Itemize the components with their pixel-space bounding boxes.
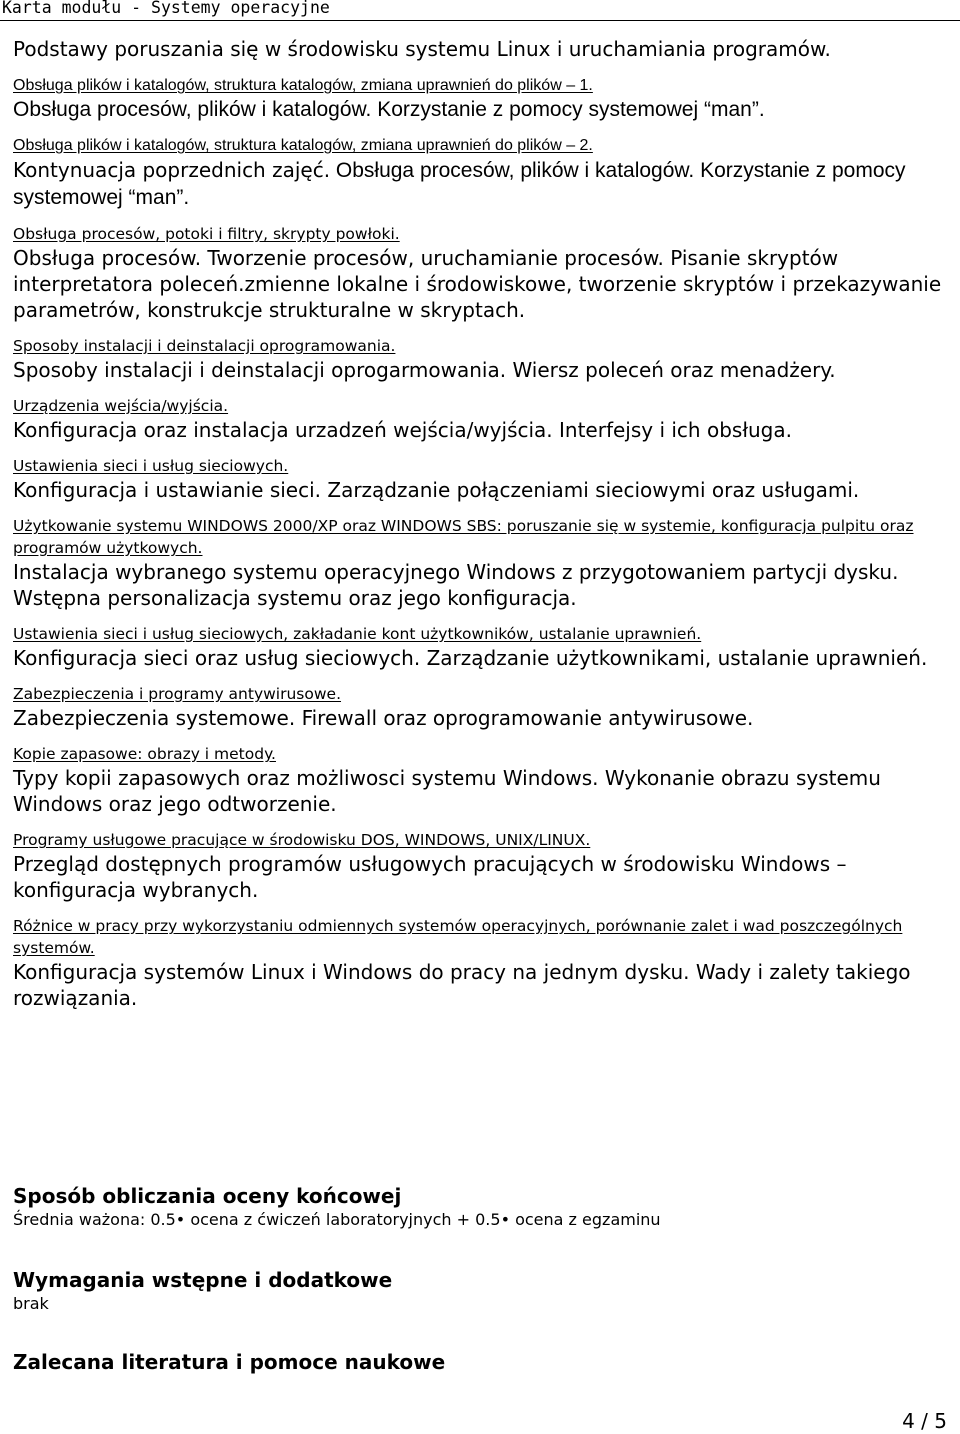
page-header	[0, 0, 960, 21]
course-topics	[13, 36, 943, 1023]
topic-item	[13, 623, 943, 671]
topic-description: Przegląd dostępnych programów usługowych pracujących w środowisku Windows – konfiguracja wybranych.	[13, 852, 847, 902]
topic-description: Instalacja wybranego systemu operacyjnego Windows z przygotowaniem partycji dysku. Wstępna personalizacja systemu oraz jego konfiguracja.	[13, 560, 899, 610]
topic-title: Obsługa plików i katalogów, struktura katalogów, zmiana uprawnień do plików – 1.	[13, 77, 593, 94]
topic-description: Konfiguracja i ustawianie sieci. Zarządzanie połączeniami sieciowymi oraz usługami.	[13, 478, 860, 502]
topic-title: Zabezpieczenia i programy antywirusowe.	[13, 685, 342, 703]
topic-description: Konfiguracja oraz instalacja urzadzeń wejścia/wyjścia. Interfejsy i ich obsługa.	[13, 418, 792, 442]
topic-description: Konfiguracja systemów Linux i Windows do pracy na jednym dysku. Wady i zalety takiego rozwiązania.	[13, 960, 911, 1010]
requirements-heading: Wymagania wstępne i dodatkowe	[13, 1268, 393, 1292]
document-title: Karta modułu - Systemy operacyjne	[2, 0, 330, 17]
page-number: 4 / 5	[902, 1409, 947, 1433]
topic-item	[13, 223, 943, 323]
topic-title: Sposoby instalacji i deinstalacji oprogramowania.	[13, 337, 396, 355]
topic-item	[13, 743, 943, 817]
topic-title: Obsługa plików i katalogów, struktura katalogów, zmiana uprawnień do plików – 2.	[13, 137, 593, 154]
topic-title: Ustawienia sieci i usług sieciowych.	[13, 457, 289, 475]
topic-description: Sposoby instalacji i deinstalacji oprogarmowania. Wiersz poleceń oraz menadżery.	[13, 358, 836, 382]
intro-text: Podstawy poruszania się w środowisku systemu Linux i uruchamiania programów.	[13, 37, 831, 61]
topic-description: Zabezpieczenia systemowe. Firewall oraz oprogramowanie antywirusowe.	[13, 706, 754, 730]
topic-description: Obsługa procesów. Tworzenie procesów, uruchamianie procesów. Pisanie skryptów interpretatora poleceń.zmienne lokalne i środowiskowe, tworzenie skryptów i przekazywanie parametrów, konstrukcje strukturalne w skryptach.	[13, 246, 942, 322]
topic-title: Użytkowanie systemu WINDOWS 2000/XP oraz WINDOWS SBS: poruszanie się w systemie, konfiguracja pulpitu oraz programów użytkowych.	[13, 517, 914, 557]
topic-item	[13, 515, 943, 611]
topic-description-lead: Kontynuacja poprzednich zajęć.	[13, 158, 331, 182]
requirements-text: brak	[13, 1294, 49, 1313]
literature-heading: Zalecana literatura i pomoce naukowe	[13, 1350, 446, 1374]
topic-description: Konfiguracja sieci oraz usług sieciowych. Zarządzanie użytkownikami, ustalanie uprawnień.	[13, 646, 928, 670]
requirements-section	[13, 1267, 943, 1315]
grading-text: Średnia ważona: 0.5• ocena z ćwiczeń laboratoryjnych + 0.5• ocena z egzaminu	[13, 1210, 661, 1229]
literature-section	[13, 1349, 943, 1375]
topic-title: Urządzenia wejścia/wyjścia.	[13, 397, 229, 415]
topic-description: Typy kopii zapasowych oraz możliwosci systemu Windows. Wykonanie obrazu systemu Windows oraz jego odtworzenie.	[13, 766, 881, 816]
topic-item	[13, 829, 943, 903]
topic-description-rest: Obsługa procesów, plików i katalogów. Korzystanie z pomocy systemowej “man”.	[13, 159, 906, 209]
topic-item	[13, 915, 943, 1011]
topic-title: Programy usługowe pracujące w środowisku DOS, WINDOWS, UNIX/LINUX.	[13, 831, 591, 849]
topic-item	[13, 75, 943, 123]
topic-item	[13, 395, 943, 443]
topic-description	[13, 157, 943, 211]
grading-heading: Sposób obliczania oceny końcowej	[13, 1184, 402, 1208]
grading-section	[13, 1183, 943, 1231]
topic-item	[13, 135, 943, 211]
topic-title: Różnice w pracy przy wykorzystaniu odmiennych systemów operacyjnych, porównanie zalet i wad poszczególnych systemów.	[13, 917, 903, 957]
topic-title: Ustawienia sieci i usług sieciowych, zakładanie kont użytkowników, ustalanie uprawnień.	[13, 625, 702, 643]
topic-item	[13, 683, 943, 731]
topic-item	[13, 335, 943, 383]
topic-description: Obsługa procesów, plików i katalogów. Korzystanie z pomocy systemowej “man”.	[13, 98, 765, 121]
topic-title: Kopie zapasowe: obrazy i metody.	[13, 745, 276, 763]
topic-item	[13, 455, 943, 503]
topic-title: Obsługa procesów, potoki i filtry, skrypty powłoki.	[13, 225, 400, 243]
